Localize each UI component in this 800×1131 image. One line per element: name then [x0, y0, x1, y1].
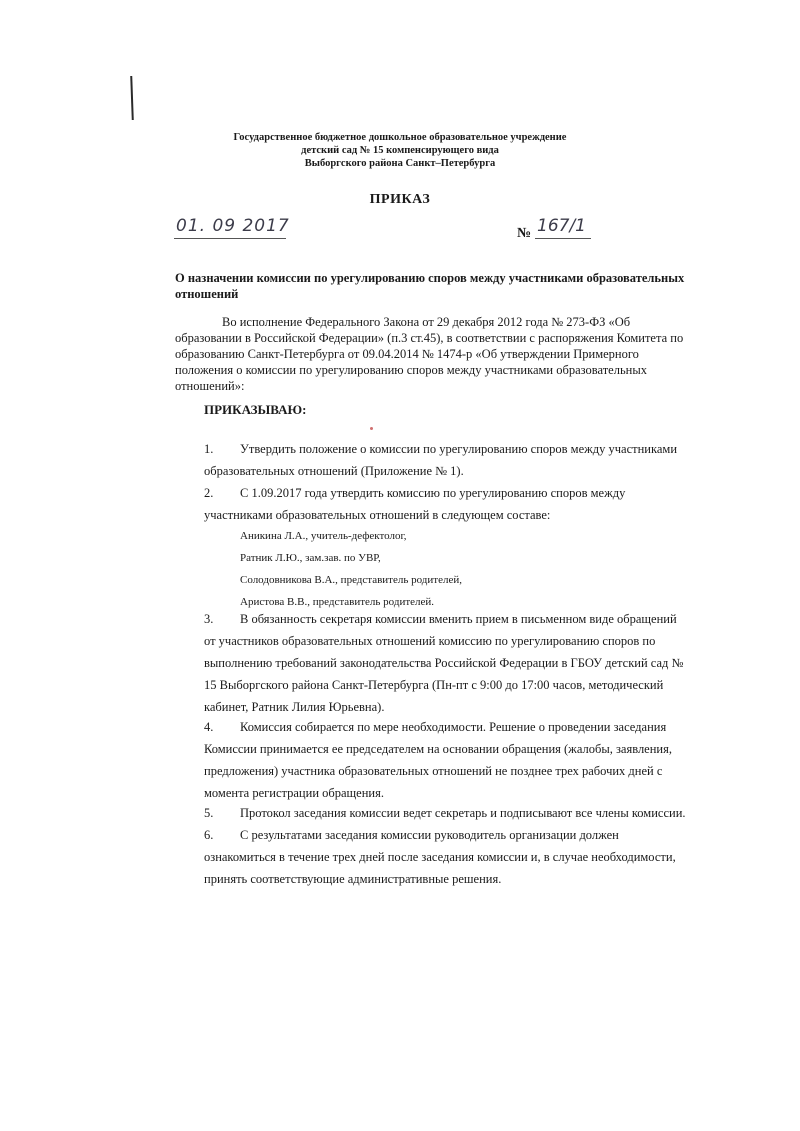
item-4-number: 4.: [204, 720, 214, 734]
item-6-text: С результатами заседания комиссии руководитель организации должен: [240, 828, 619, 842]
subject-line-2: отношений: [175, 287, 239, 301]
item-5-text: Протокол заседания комиссии ведет секретарь и подписывают все члены комиссии.: [240, 806, 686, 820]
item-6-continuation-2: принять соответствующие административные решения.: [204, 872, 502, 886]
number-underline: [535, 238, 591, 239]
item-2-continuation: участниками образовательных отношений в следующем составе:: [204, 508, 551, 522]
item-1-number: 1.: [204, 442, 214, 456]
preamble-line-2: образовании в Российской Федерации» (п.3 ст.45), в соответствии с распоряжения Комитета по: [175, 331, 684, 345]
preamble: [175, 314, 684, 394]
item-3-continuation-3: 15 Выборгского района Санкт-Петербурга (Пн-пт с 9:00 до 17:00 часов, методический: [204, 678, 664, 692]
date-underline: [174, 238, 286, 239]
pen-mark: [130, 76, 134, 120]
header-line-2: детский сад № 15 компенсирующего вида: [301, 145, 499, 156]
item-2-text: С 1.09.2017 года утвердить комиссию по урегулированию споров между: [240, 486, 626, 500]
item-3-continuation-2: выполнению требований законодательства Российской Федерации в ГБОУ детский сад №: [204, 656, 684, 670]
member-2: Ратник Л.Ю., зам.зав. по УВР,: [240, 552, 381, 564]
member-3: Солодовникова В.А., представитель родителей,: [240, 574, 462, 586]
member-1: Аникина Л.А., учитель-дефектолог,: [240, 530, 407, 542]
item-4-continuation-1: Комиссии принимается ее председателем на основании обращения (жалобы, заявления,: [204, 742, 672, 756]
red-dot-mark: [370, 427, 373, 430]
handwritten-order-number: 167/1: [537, 216, 586, 236]
preamble-line-5: отношений»:: [175, 379, 245, 393]
item-2-number: 2.: [204, 486, 214, 500]
order-number-label: №: [517, 226, 532, 241]
order-subject: [175, 270, 685, 302]
handwritten-date: 01. 09 2017: [176, 216, 290, 236]
preamble-line-1: Во исполнение Федерального Закона от 29 декабря 2012 года № 273-ФЗ «Об: [222, 315, 631, 329]
item-3-text: В обязанность секретаря комиссии вменить прием в письменном виде обращений: [240, 612, 677, 626]
preamble-line-3: образованию Санкт-Петербурга от 09.04.2014 № 1474-р «Об утверждении Примерного: [175, 347, 639, 361]
item-1-continuation: образовательных отношений (Приложение № 1).: [204, 464, 464, 478]
institution-header: [0, 131, 800, 170]
item-4-continuation-2: предложения) участника образовательных отношений не позднее трех рабочих дней с: [204, 764, 663, 778]
member-4: Аристова В.В., представитель родителей.: [240, 596, 435, 608]
header-line-3: Выборгского района Санкт–Петербурга: [304, 158, 496, 169]
item-4-continuation-3: момента регистрации обращения.: [204, 786, 384, 800]
item-3-continuation-4: кабинет, Ратник Лилия Юрьевна).: [204, 700, 385, 714]
subject-line-1: О назначении комиссии по урегулированию споров между участниками образовательных: [175, 271, 685, 285]
item-3-continuation-1: от участников образовательных отношений комиссию по урегулированию споров по: [204, 634, 656, 648]
item-6-number: 6.: [204, 828, 214, 842]
header-line-1: Государственное бюджетное дошкольное образовательное учреждение: [233, 132, 567, 143]
item-5-number: 5.: [204, 806, 214, 820]
preamble-line-4: положения о комиссии по урегулированию споров между участниками образовательных: [175, 363, 647, 377]
item-3-number: 3.: [204, 612, 214, 626]
document-title: ПРИКАЗ: [369, 192, 431, 207]
item-1-text: Утвердить положение о комиссии по урегулированию споров между участниками: [240, 442, 678, 456]
item-6-continuation-1: ознакомиться в течение трех дней после заседания комиссии и, в случае необходимости,: [204, 850, 676, 864]
order-directive: ПРИКАЗЫВАЮ:: [204, 402, 307, 417]
item-4-text: Комиссия собирается по мере необходимости. Решение о проведении заседания: [240, 720, 667, 734]
